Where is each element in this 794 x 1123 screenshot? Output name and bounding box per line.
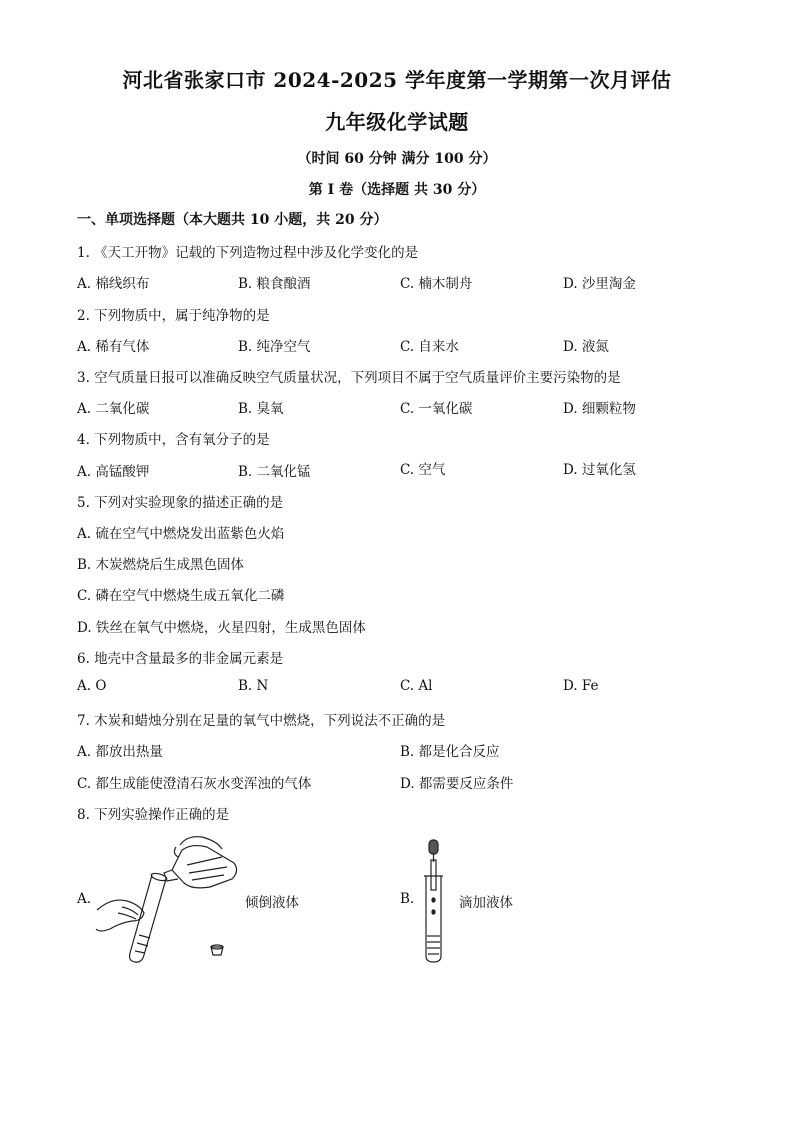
option-b: B. 粮食酿酒 (238, 276, 311, 292)
option-b: B. N (238, 678, 269, 694)
option-b: B. 二氧化锰 (238, 464, 311, 480)
option-d: D. 沙里淘金 (563, 276, 636, 292)
option-a: A. 二氧化碳 (77, 401, 150, 417)
option-c: C. 磷在空气中燃烧生成五氧化二磷 (77, 588, 285, 604)
option-d: D. 液氮 (563, 339, 609, 355)
option-b: B. 纯净空气 (238, 339, 311, 355)
option-a: A. 都放出热量 (77, 744, 163, 760)
option-b: B. 木炭燃烧后生成黑色固体 (77, 557, 245, 573)
option-d: D. 铁丝在氧气中燃烧，火星四射，生成黑色固体 (77, 620, 366, 636)
option-d: D. 过氧化氢 (563, 462, 636, 478)
option-d: D. 细颗粒物 (563, 401, 636, 417)
option-a: A. 稀有气体 (77, 339, 150, 355)
option-c: C. Al (400, 678, 433, 694)
option-a: A. 硫在空气中燃烧发出蓝紫色火焰 (77, 526, 285, 542)
volume-heading: 第 I 卷（选择题 共 30 分） (308, 182, 486, 198)
option-c: C. 都生成能使澄清石灰水变浑浊的气体 (77, 776, 312, 792)
dropper-figure (416, 838, 452, 964)
option-a-caption: 倾倒液体 (245, 895, 299, 911)
page-subtitle: 九年级化学试题 (325, 110, 469, 134)
option-b-caption: 滴加液体 (459, 895, 513, 911)
option-a: A. O (77, 678, 107, 694)
option-b: B. 都是化合反应 (400, 744, 500, 760)
option-a: A. 高锰酸钾 (77, 464, 150, 480)
question-stem: 3. 空气质量日报可以准确反映空气质量状况，下列项目不属于空气质量评价主要污染物的是 (77, 370, 621, 386)
question-stem: 7. 木炭和蜡烛分别在足量的氧气中燃烧，下列说法不正确的是 (77, 713, 446, 729)
option-c: C. 一氧化碳 (400, 401, 473, 417)
section-heading: 一、单项选择题（本大题共 10 小题，共 20 分） (77, 212, 388, 228)
option-a-letter: A. (77, 891, 92, 907)
option-b: B. 臭氧 (238, 401, 284, 417)
pouring-liquid-figure (92, 835, 242, 965)
time-info: （时间 60 分钟 满分 100 分） (297, 151, 497, 167)
question-stem: 2. 下列物质中，属于纯净物的是 (77, 308, 270, 324)
option-c: C. 楠木制舟 (400, 276, 473, 292)
question-stem: 5. 下列对实验现象的描述正确的是 (77, 495, 284, 511)
question-stem: 6. 地壳中含量最多的非金属元素是 (77, 651, 284, 667)
option-c: C. 自来水 (400, 339, 459, 355)
page-title: 河北省张家口市 2024-2025 学年度第一学期第一次月评估 (122, 68, 672, 92)
option-d: D. Fe (563, 678, 599, 694)
question-stem: 1. 《天工开物》记载的下列造物过程中涉及化学变化的是 (77, 245, 419, 261)
question-stem: 4. 下列物质中，含有氧分子的是 (77, 432, 270, 448)
question-stem: 8. 下列实验操作正确的是 (77, 807, 230, 823)
option-d: D. 都需要反应条件 (400, 776, 514, 792)
option-c: C. 空气 (400, 462, 446, 478)
option-a: A. 棉线织布 (77, 276, 150, 292)
option-b-letter: B. (400, 891, 415, 907)
